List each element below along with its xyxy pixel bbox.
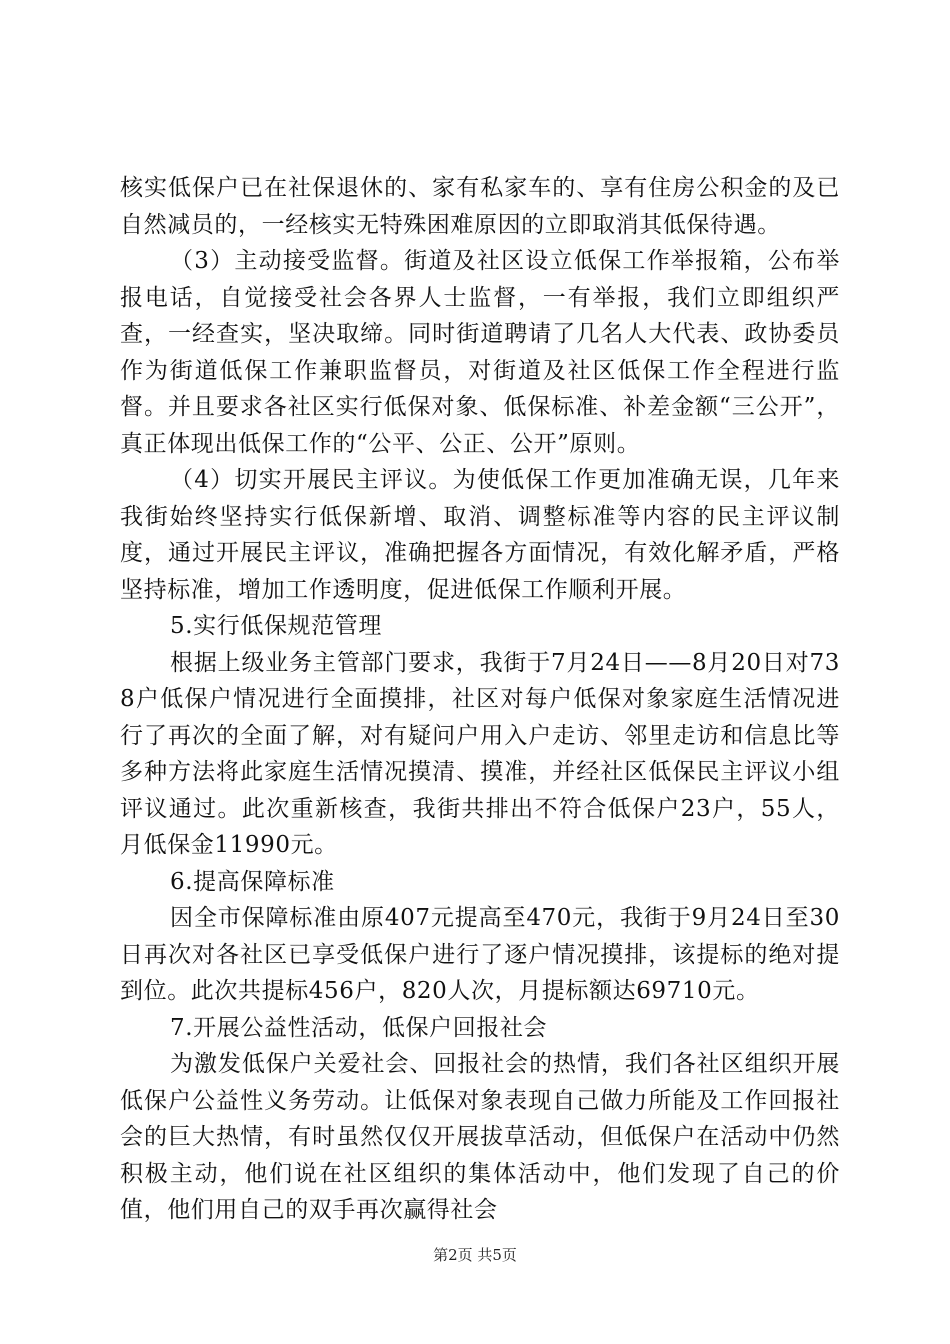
paragraph-standardized-management: 根据上级业务主管部门要求，我街于7月24日——8月20日对738户低保户情况进行全面摸排，社区对每户低保对象家庭生活情况进行了再次的全面了解，对有疑问户用入户走访、邻里走访和信息比等多种方法将此家庭生活情况摸清、摸准，并经社区低保民主评议小组评议通过。此次重新核查，我街共排出不符合低保户23户，55人，月低保金11990元。 [120, 649, 840, 858]
paragraph-raise-standard: 因全市保障标准由原407元提高至470元，我街于9月24日至30日再次对各社区已享受低保户进行了逐户情况摸排，该提标的绝对提到位。此次共提标456户，820人次，月提标额达69710元。 [120, 905, 840, 1004]
section-heading-5: 5.实行低保规范管理 [170, 613, 382, 639]
paragraph-public-welfare: 为激发低保户关爱社会、回报社会的热情，我们各社区组织开展低保户公益性义务劳动。让低保对象表现自己做力所能及工作回报社会的巨大热情，有时虽然仅仅开展拔草活动，但低保户在活动中仍然积极主动，他们说在社区组织的集体活动中，他们发现了自己的价值，他们用自己的双手再次赢得社会 [120, 1051, 840, 1223]
document-body [120, 170, 840, 1229]
paragraph-democratic-review: （4）切实开展民主评议。为使低保工作更加准确无误，几年来我街始终坚持实行低保新增、取消、调整标准等内容的民主评议制度，通过开展民主评议，准确把握各方面情况，有效化解矛盾，严格坚持标准，增加工作透明度，促进低保工作顺利开展。 [120, 467, 840, 603]
paragraph-verification: 核实低保户已在社保退休的、家有私家车的、享有住房公积金的及已自然减员的，一经核实无特殊困难原因的立即取消其低保待遇。 [120, 175, 840, 238]
section-heading-7: 7.开展公益性活动，低保户回报社会 [170, 1014, 548, 1041]
paragraph-supervision: （3）主动接受监督。街道及社区设立低保工作举报箱，公布举报电话，自觉接受社会各界人士监督，一有举报，我们立即组织严查，一经查实，坚决取缔。同时街道聘请了几名人大代表、政协委员作为街道低保工作兼职监督员，对街道及社区低保工作全程进行监督。并且要求各社区实行低保对象、低保标准、补差金额“三公开”，真正体现出低保工作的“公平、公正、公开”原则。 [120, 248, 840, 457]
page-number-footer: 第2页 共5页 [433, 1246, 517, 1264]
section-heading-6: 6.提高保障标准 [170, 868, 335, 895]
